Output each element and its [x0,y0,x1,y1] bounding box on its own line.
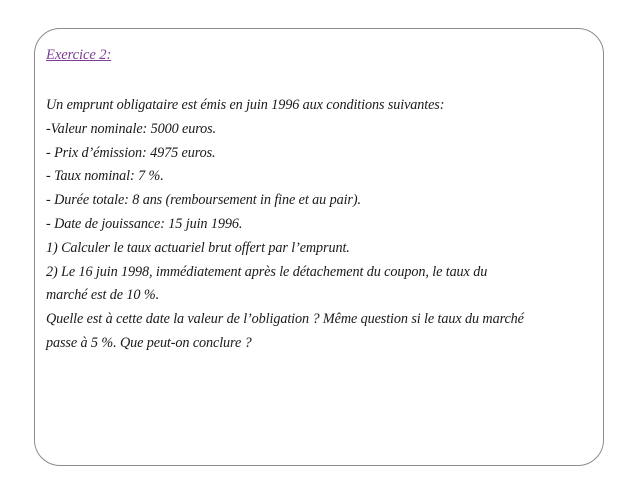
issue-price-line: - Prix d’émission: 4975 euros. [46,144,216,161]
exercise-title: Exercice 2: [46,47,112,63]
enjoyment-date-line: - Date de jouissance: 15 juin 1996. [46,215,243,232]
question-2-continued-line: marché est de 10 %. [46,287,160,304]
question-3-continued-line: passe à 5 %. Que peut-on conclure ? [46,334,252,351]
exercise-content [46,44,594,356]
question-3-line: Quelle est à cette date la valeur de l’obligation ? Même question si le taux du marché [46,311,524,328]
duration-line: - Durée totale: 8 ans (remboursement in fine et au pair). [46,192,361,209]
nominal-value-line: -Valeur nominale: 5000 euros. [46,120,216,137]
intro-line: Un emprunt obligataire est émis en juin 1996 aux conditions suivantes: [46,97,445,113]
nominal-rate-line: - Taux nominal: 7 %. [46,168,164,185]
question-1-line: 1) Calculer le taux actuariel brut offert par l’emprunt. [46,239,350,256]
title-spacer [46,66,594,94]
question-2-line: 2) Le 16 juin 1998, immédiatement après le détachement du coupon, le taux du [46,263,488,280]
